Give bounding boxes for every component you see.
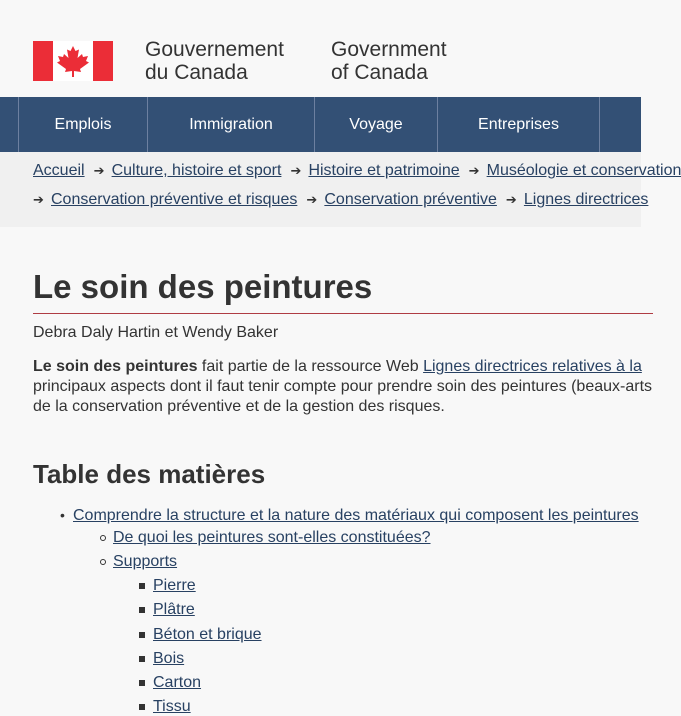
toc-link-pierre[interactable] — [153, 577, 196, 595]
toc-link-beton[interactable] — [153, 626, 262, 644]
toc-link-tissu[interactable] — [153, 698, 191, 716]
toc-link-label[interactable]: Pierre — [153, 577, 196, 594]
bullet-square-icon — [139, 704, 145, 710]
toc-link-label[interactable]: Comprendre la structure et la nature des matériaux qui composent les peintures — [73, 507, 639, 524]
toc-link-supports[interactable] — [113, 553, 177, 571]
intro-line: de la conservation préventive et de la gestion des risques. — [33, 398, 445, 415]
toc-link-label[interactable]: De quoi les peintures sont-elles constituées? — [113, 529, 431, 546]
main-content — [0, 227, 653, 715]
arrow-right-icon: ➔ — [290, 163, 302, 178]
breadcrumb-link-histoire[interactable]: Histoire et patrimoine — [308, 162, 460, 179]
toc-link-label[interactable]: Supports — [113, 553, 178, 570]
site-header — [0, 0, 641, 97]
main-menu — [0, 97, 641, 152]
toc-link-structure[interactable] — [73, 507, 639, 525]
wordmark-french[interactable] — [145, 38, 284, 84]
toc-title: Table des matières — [33, 459, 266, 489]
wordmark-english[interactable] — [331, 38, 447, 84]
toc-link-label[interactable]: Plâtre — [153, 601, 195, 618]
title-rule — [33, 313, 653, 314]
intro-line: principaux aspects dont il faut tenir compte pour prendre soin des peintures (beaux-arts — [33, 378, 653, 395]
breadcrumb-link-culture[interactable]: Culture, histoire et sport — [111, 162, 282, 179]
arrow-right-icon: ➔ — [33, 192, 44, 207]
bullet-circle-icon — [100, 535, 106, 541]
breadcrumb-link-museologie[interactable]: Muséologie et conservation — [486, 162, 681, 179]
canada-flag-icon[interactable] — [33, 41, 113, 81]
menu-item-immigration[interactable]: Immigration — [147, 97, 314, 152]
wordmark-fr-line1: Gouvernement — [145, 38, 284, 61]
bullet-square-icon — [139, 656, 145, 662]
arrow-right-icon: ➔ — [468, 163, 480, 178]
authors: Debra Daly Hartin et Wendy Baker — [33, 324, 279, 341]
menu-item-entreprises[interactable]: Entreprises — [437, 97, 600, 152]
toc-link-constitution[interactable] — [113, 529, 431, 547]
arrow-right-icon: ➔ — [306, 192, 318, 207]
arrow-right-icon: ➔ — [505, 192, 517, 207]
breadcrumb-row — [33, 162, 681, 180]
breadcrumb-link-accueil[interactable]: Accueil — [33, 162, 85, 179]
breadcrumb — [0, 152, 681, 227]
intro-paragraph — [33, 357, 673, 417]
menu-item-emplois[interactable]: Emplois — [18, 97, 147, 152]
toc-link-label[interactable]: Carton — [153, 674, 202, 691]
breadcrumb-link-lignes-directrices[interactable]: Lignes directrices — [523, 191, 649, 208]
bullet-square-icon — [139, 583, 145, 589]
wordmark-en-line2: of Canada — [331, 61, 428, 84]
intro-line — [33, 357, 673, 377]
toc-link-label[interactable]: Tissu — [153, 698, 191, 715]
bullet-square-icon — [139, 607, 145, 613]
wordmark-fr-line2: du Canada — [145, 61, 248, 84]
toc-link-bois[interactable] — [153, 650, 184, 668]
toc-link-label[interactable]: Béton et brique — [153, 626, 262, 643]
page-title: Le soin des peintures — [33, 268, 373, 305]
bullet-circle-icon — [100, 559, 106, 565]
arrow-right-icon: ➔ — [93, 163, 105, 178]
toc-link-label[interactable]: Bois — [153, 650, 185, 667]
intro-text: fait partie de la ressource Web — [197, 358, 424, 375]
bullet-square-icon — [139, 632, 145, 638]
toc-link-carton[interactable] — [153, 674, 201, 692]
breadcrumb-row — [33, 191, 648, 209]
menu-item-voyage[interactable]: Voyage — [314, 97, 437, 152]
bullet-square-icon — [139, 680, 145, 686]
breadcrumb-link-conservation-risques[interactable]: Conservation préventive et risques — [51, 191, 298, 208]
bullet-icon: • — [60, 507, 65, 523]
intro-bold: Le soin des peintures — [33, 358, 198, 375]
breadcrumb-link-conservation-preventive[interactable]: Conservation préventive — [324, 191, 497, 208]
toc-link-platre[interactable] — [153, 601, 195, 619]
intro-link[interactable]: Lignes directrices relatives à la — [423, 358, 642, 375]
wordmark-en-line1: Government — [331, 38, 447, 61]
